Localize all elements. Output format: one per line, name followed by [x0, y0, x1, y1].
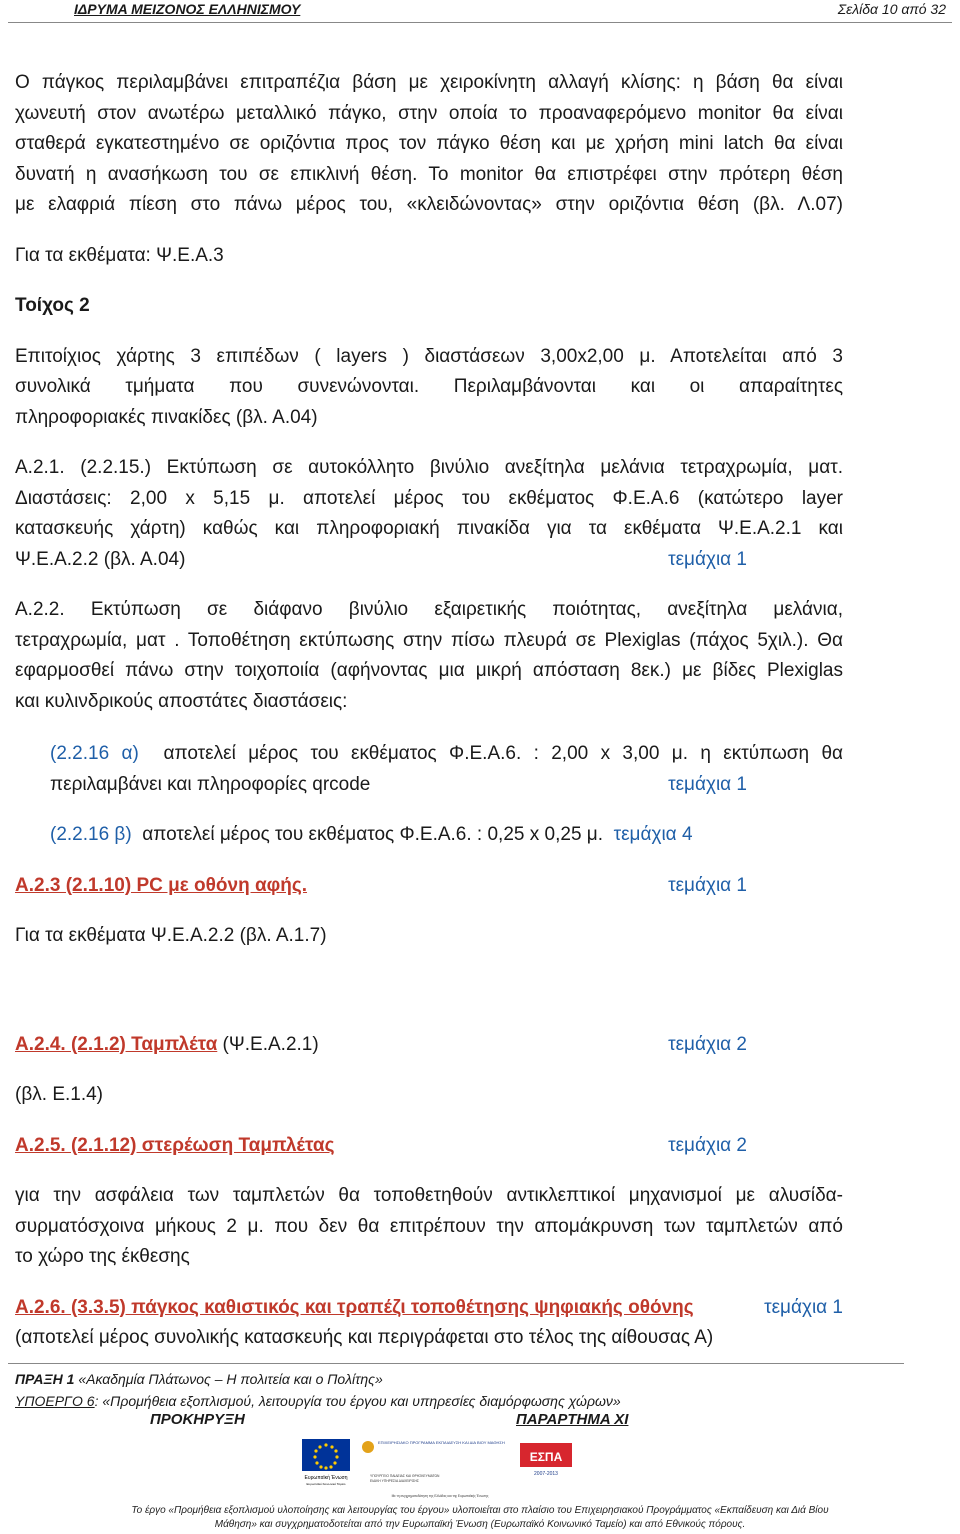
quantity-label: τεμάχια 1: [668, 773, 747, 795]
action-text: «Ακαδημία Πλάτωνος – Η πολιτεία και ο Πολίτης»: [78, 1371, 383, 1387]
text-line: για την ασφάλεια των ταμπλετών θα τοποθετηθούν αντικλεπτικοί μηχανισμοί με αλυσίδα-: [15, 1185, 843, 1206]
paragraph-wall-map: [15, 342, 843, 434]
text-line: αποτελεί μέρος του εκθέματος Φ.Ε.Α.6. : 2,00 x 3,00 μ. η εκτύπωση θα: [163, 743, 843, 764]
text-line: Διαστάσεις: 2,00 x 5,15 μ. αποτελεί μέρος του εκθέματος Φ.Ε.Α.6 (κατώτερο layer: [15, 487, 843, 509]
quantity-label: τεμάχια 1: [764, 1296, 843, 1318]
item-title: Α.2.6. (3.3.5) πάγκος καθιστικός και τραπέζι τοποθέτησης ψηφιακής οθόνης: [15, 1296, 694, 1318]
text-line: περιλαμβάνει και πληροφορίες qrcode: [50, 773, 371, 795]
text-line: και κυλινδρικούς αποστάτες διαστάσεις:: [15, 690, 348, 712]
text-line: κατασκευής χάρτη) καθώς και πληροφοριακή πινακίδα για τα εκθέματα Ψ.Ε.Α.2.1 και: [15, 518, 843, 539]
text-line: εφαρμοσθεί πάνω στην τοιχοποιία (αφήνοντας μια μικρή απόσταση 8εκ.) με βίδες Plexiglas: [15, 660, 843, 681]
footer-funding-note: [0, 1504, 960, 1532]
subproject-text: : «Προμήθεια εξοπλισμού, λειτουργία του έργου και υπηρεσίες διαμόρφωσης χώρων»: [94, 1393, 621, 1409]
text-line: συνολικά τμήματα που συνενώνονται. Περιλαμβάνονται και οι απαραίτητες: [15, 376, 843, 397]
item-code: (2.2.16 α): [50, 743, 139, 764]
quantity-label: τεμάχια 2: [668, 1033, 747, 1055]
document-body: [15, 68, 843, 1354]
sun-icon: [362, 1441, 374, 1453]
text-line: δυνατή η ανασήκωση του σε επικλινή θέση. Το monitor θα επιστρέφει στην πρότερη θέση: [15, 163, 843, 185]
funding-line: Το έργο «Προμήθεια εξοπλισμού υλοποίησης και λειτουργίας του έργου» υλοποιείται στο πλαίσιο του Επιχειρησιακού Προγράμματος «Εκπαίδευση και Διά Βίου: [131, 1505, 829, 1516]
quantity-label: τεμάχια 1: [668, 874, 747, 896]
item-a225: [15, 1131, 843, 1162]
eu-logo-subtext: Ευρωπαϊκό Κοινωνικό Ταμείο: [306, 1482, 346, 1486]
eu-logo-text: Ευρωπαϊκή Ένωση: [304, 1475, 348, 1481]
funding-line: Μάθηση» και συγχρηματοδοτείται από την Ευρωπαϊκή Ένωση (Ευρωπαϊκό Κοινωνικό Ταμείο) και από Εθνικούς πόρους.: [214, 1519, 746, 1530]
item-note: (αποτελεί μέρος συνολικής κατασκευής και περιγράφεται στο τέλος της αίθουσας Α): [15, 1327, 714, 1348]
subproject-label: ΥΠΟΕΡΓΟ 6: [15, 1393, 95, 1409]
sub-item-a: [15, 739, 843, 800]
espa-logo-text: ΕΣΠΑ: [529, 1450, 563, 1464]
program-logo: [362, 1440, 505, 1483]
item-a221: [15, 453, 843, 575]
text-line: το χώρο της έκθεσης: [15, 1246, 190, 1267]
header-rule: [8, 22, 952, 23]
text-line: με ελαφριά πίεση στο πάνω μέρος του, «κλειδώνοντας» στην οριζόντια θέση (βλ. Λ.07): [15, 194, 843, 215]
footer-project-info: [15, 1368, 621, 1412]
footer-left-tag: ΠΡΟΚΗΡΥΞΗ: [150, 1411, 245, 1428]
program-logo-text: ΕΠΙΧΕΙΡΗΣΙΑΚΟ ΠΡΟΓΡΑΜΜΑ ΕΚΠΑΙΔΕΥΣΗ ΚΑΙ ΔΙΑ ΒΙΟΥ ΜΑΘΗΣΗ: [378, 1440, 505, 1445]
paragraph-monitor-base: [15, 68, 843, 221]
program-logo-subtext: ΕΙΔΙΚΗ ΥΠΗΡΕΣΙΑ ΔΙΑΧΕΙΡΙΣΗΣ: [370, 1479, 419, 1483]
item-a222: [15, 595, 843, 717]
logos-tagline: Με τη συγχρηματοδότηση της Ελλάδας και της Ευρωπαϊκής Ένωσης: [391, 1494, 489, 1498]
text-line: Α.2.1. (2.2.15.) Εκτύπωση σε αυτοκόλλητο βινύλιο ανεξίτηλα μελάνια τετραχρωμία, ματ.: [15, 457, 843, 478]
item-title: Α.2.4. (2.1.2) Ταμπλέτα: [15, 1033, 218, 1055]
text-line: χωνευτή στον ανωτέρω μεταλλικό πάγκο, στην οποία το προαναφερόμενο monitor θα είναι: [15, 102, 843, 124]
text-line: αποτελεί μέρος του εκθέματος Φ.Ε.Α.6. : 0,25 x 0,25 μ.: [142, 824, 604, 845]
text-line: συρματόσχοινα μήκους 2 μ. που δεν θα επιτρέπουν την απομάκρυνση των ταμπλετών από: [15, 1215, 843, 1237]
item-title: Α.2.5. (2.1.12) στερέωση Ταμπλέτας: [15, 1134, 335, 1156]
action-label: ΠΡΑΞΗ 1: [15, 1371, 75, 1387]
item-a224: [15, 1030, 843, 1061]
exhibits-line: Για τα εκθέματα Ψ.Ε.Α.2.2 (βλ. Α.1.7): [15, 925, 327, 946]
funding-logos: [300, 1435, 580, 1503]
paragraph-tablet-security: [15, 1181, 843, 1273]
header-page-number: Σελίδα 10 από 32: [837, 1, 946, 17]
header-organization: ΙΔΡΥΜΑ ΜΕΙΖΟΝΟΣ ΕΛΛΗΝΙΣΜΟΥ: [74, 1, 301, 17]
text-line: πληροφοριακές πινακίδες (βλ. Α.04): [15, 406, 318, 428]
item-code: (2.2.16 β): [50, 824, 132, 845]
page-header: [0, 0, 960, 22]
quantity-label: τεμάχια 1: [668, 548, 747, 570]
item-reference: (Ψ.Ε.Α.2.1): [217, 1033, 319, 1055]
quantity-label: τεμάχια 4: [613, 824, 693, 845]
section-title: Τοίχος 2: [15, 295, 90, 316]
text-line: Ο πάγκος περιλαμβάνει επιτραπέζια βάση με χειροκίνητη αλλαγή κλίσης: η βάση θα είναι: [15, 72, 843, 93]
text-line: Ψ.Ε.Α.2.2 (βλ. Α.04): [15, 548, 186, 570]
item-title: Α.2.3 (2.1.10) PC με οθόνη αφής.: [15, 874, 308, 896]
program-logo-subtext: ΥΠΟΥΡΓΕΙΟ ΠΑΙΔΕΙΑΣ ΚΑΙ ΘΡΗΣΚΕΥΜΑΤΩΝ: [370, 1474, 440, 1478]
item-a223: [15, 871, 843, 902]
text-line: τετραχρωμία, ματ . Τοποθέτηση εκτύπωσης στην πίσω πλευρά σε Plexiglas (πάχος 5χιλ.). Θα: [15, 629, 843, 651]
footer-rule: [8, 1363, 904, 1364]
see-also: (βλ. Ε.1.4): [15, 1084, 104, 1105]
espa-logo: [520, 1443, 572, 1477]
item-a226: [15, 1293, 843, 1324]
sub-item-b: [15, 820, 843, 851]
espa-years: 2007-2013: [534, 1471, 558, 1477]
text-line: Επιτοίχιος χάρτης 3 επιπέδων ( layers ) διαστάσεων 3,00x2,00 μ. Αποτελείται από 3: [15, 345, 843, 367]
exhibits-line: Για τα εκθέματα: Ψ.Ε.Α.3: [15, 244, 224, 266]
footer-right-tag: ΠΑΡΑΡΤΗΜΑ ΧΙ: [516, 1411, 629, 1428]
text-line: Α.2.2. Εκτύπωση σε διάφανο βινύλιο εξαιρετικής ποιότητας, ανεξίτηλα μελάνια,: [15, 599, 843, 620]
text-line: σταθερά εγκατεστημένο σε οριζόντια προς τον πάγκο θέση και με χρήση mini latch θα είναι: [15, 133, 843, 154]
quantity-label: τεμάχια 2: [668, 1134, 747, 1156]
